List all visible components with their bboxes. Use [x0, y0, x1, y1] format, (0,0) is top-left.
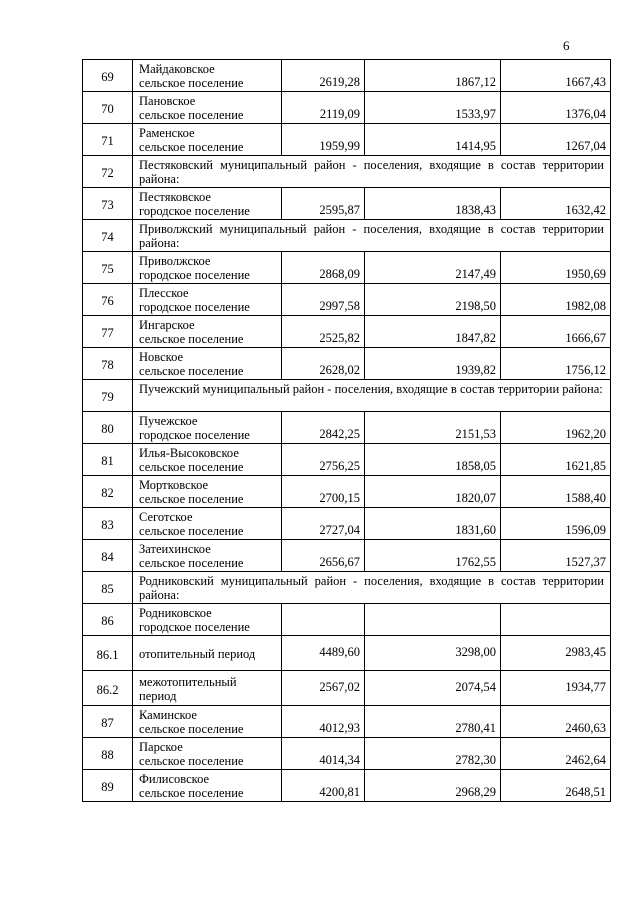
row-number: 69 [83, 60, 133, 92]
value-v1 [282, 604, 365, 636]
settlement-name-line-1: Мортковское [139, 478, 209, 492]
value-v3: 1982,08 [501, 284, 611, 316]
settlement-name [133, 604, 282, 636]
row-number: 89 [83, 770, 133, 802]
tariff-table [82, 59, 611, 802]
value-v1: 2842,25 [282, 412, 365, 444]
settlement-name [133, 316, 282, 348]
value-v1: 2619,28 [282, 60, 365, 92]
row-number: 86 [83, 604, 133, 636]
value-v3: 1666,67 [501, 316, 611, 348]
settlement-name-line-2: сельское поселение [139, 108, 244, 122]
settlement-name-line-2: сельское поселение [139, 364, 244, 378]
table-row [83, 284, 611, 316]
value-v3 [501, 604, 611, 636]
settlement-name [133, 476, 282, 508]
settlement-name-line-1: Парское [139, 740, 183, 754]
settlement-name-line-1: отопительный период [139, 647, 256, 661]
row-number: 86.2 [83, 671, 133, 706]
value-v1: 2756,25 [282, 444, 365, 476]
settlement-name [133, 348, 282, 380]
table-row [83, 156, 611, 188]
table-row [83, 540, 611, 572]
table-row [83, 348, 611, 380]
value-v1: 1959,99 [282, 124, 365, 156]
value-v2: 1858,05 [365, 444, 501, 476]
table-row [83, 60, 611, 92]
settlement-name-line-1: межотопительный [139, 675, 237, 689]
value-v3: 1962,20 [501, 412, 611, 444]
settlement-name [133, 252, 282, 284]
value-v1: 4012,93 [282, 706, 365, 738]
value-v1: 4489,60 [282, 636, 365, 671]
value-v3: 2648,51 [501, 770, 611, 802]
value-v2: 1762,55 [365, 540, 501, 572]
table-row [83, 92, 611, 124]
settlement-name-line-2: сельское поселение [139, 786, 244, 800]
value-v3: 2460,63 [501, 706, 611, 738]
value-v1: 2700,15 [282, 476, 365, 508]
settlement-name-line-2: городское поселение [139, 428, 250, 442]
value-v2: 1533,97 [365, 92, 501, 124]
settlement-name-line-1: Филисовское [139, 772, 210, 786]
settlement-name [133, 188, 282, 220]
row-number: 83 [83, 508, 133, 540]
table-row [83, 738, 611, 770]
row-number: 73 [83, 188, 133, 220]
settlement-name [133, 636, 282, 671]
value-v2: 1831,60 [365, 508, 501, 540]
value-v2: 2782,30 [365, 738, 501, 770]
settlement-name-line-2: городское поселение [139, 268, 250, 282]
value-v3: 1588,40 [501, 476, 611, 508]
value-v2: 2147,49 [365, 252, 501, 284]
settlement-name-line-1: Раменское [139, 126, 195, 140]
district-heading: Пестяковский муниципальный район - поселения, входящие в состав территории района: [133, 156, 611, 188]
settlement-name-line-1: Пестяковское [139, 190, 211, 204]
row-number: 76 [83, 284, 133, 316]
page-number: 6 [563, 38, 570, 53]
value-v1: 2656,67 [282, 540, 365, 572]
value-v2 [365, 604, 501, 636]
value-v2: 1820,07 [365, 476, 501, 508]
value-v2: 2780,41 [365, 706, 501, 738]
value-v3: 1667,43 [501, 60, 611, 92]
table-row [83, 572, 611, 604]
settlement-name-line-2: период [139, 689, 177, 703]
value-v2: 2151,53 [365, 412, 501, 444]
row-number: 80 [83, 412, 133, 444]
table-row [83, 444, 611, 476]
settlement-name [133, 444, 282, 476]
value-v3: 1621,85 [501, 444, 611, 476]
settlement-name [133, 671, 282, 706]
settlement-name-line-1: Пучежское [139, 414, 198, 428]
settlement-name [133, 284, 282, 316]
value-v2: 3298,00 [365, 636, 501, 671]
settlement-name-line-2: городское поселение [139, 204, 250, 218]
settlement-name [133, 92, 282, 124]
settlement-name [133, 60, 282, 92]
settlement-name-line-1: Каминское [139, 708, 197, 722]
value-v1: 2525,82 [282, 316, 365, 348]
table-row [83, 220, 611, 252]
value-v2: 1867,12 [365, 60, 501, 92]
row-number: 71 [83, 124, 133, 156]
row-number: 88 [83, 738, 133, 770]
value-v2: 2968,29 [365, 770, 501, 802]
settlement-name [133, 706, 282, 738]
table-row [83, 671, 611, 706]
table-row [83, 412, 611, 444]
value-v3: 2462,64 [501, 738, 611, 770]
row-number: 78 [83, 348, 133, 380]
settlement-name-line-2: сельское поселение [139, 556, 244, 570]
settlement-name [133, 412, 282, 444]
table-row [83, 380, 611, 412]
table-row [83, 316, 611, 348]
row-number: 86.1 [83, 636, 133, 671]
value-v1: 2595,87 [282, 188, 365, 220]
settlement-name-line-2: сельское поселение [139, 332, 244, 346]
value-v3: 1596,09 [501, 508, 611, 540]
settlement-name-line-2: сельское поселение [139, 722, 244, 736]
district-heading: Родниковский муниципальный район - поселения, входящие в состав территории района: [133, 572, 611, 604]
value-v3: 1934,77 [501, 671, 611, 706]
district-heading: Пучежский муниципальный район - поселения, входящие в состав территории района: [133, 380, 611, 412]
value-v1: 2727,04 [282, 508, 365, 540]
row-number: 87 [83, 706, 133, 738]
row-number: 77 [83, 316, 133, 348]
settlement-name-line-1: Родниковское [139, 606, 212, 620]
value-v1: 4014,34 [282, 738, 365, 770]
settlement-name-line-2: городское поселение [139, 300, 250, 314]
settlement-name-line-1: Плесское [139, 286, 189, 300]
table-row [83, 636, 611, 671]
settlement-name-line-2: сельское поселение [139, 140, 244, 154]
value-v3: 1950,69 [501, 252, 611, 284]
settlement-name [133, 508, 282, 540]
value-v1: 2868,09 [282, 252, 365, 284]
value-v1: 2997,58 [282, 284, 365, 316]
value-v1: 2567,02 [282, 671, 365, 706]
table-row [83, 508, 611, 540]
row-number: 85 [83, 572, 133, 604]
settlement-name-line-1: Затеихинское [139, 542, 211, 556]
row-number: 72 [83, 156, 133, 188]
value-v3: 1527,37 [501, 540, 611, 572]
table-row [83, 770, 611, 802]
settlement-name-line-2: сельское поселение [139, 76, 244, 90]
value-v3: 1267,04 [501, 124, 611, 156]
value-v3: 1756,12 [501, 348, 611, 380]
settlement-name-line-2: городское поселение [139, 620, 250, 634]
table-row [83, 476, 611, 508]
value-v2: 1414,95 [365, 124, 501, 156]
row-number: 82 [83, 476, 133, 508]
value-v2: 2074,54 [365, 671, 501, 706]
row-number: 74 [83, 220, 133, 252]
settlement-name [133, 738, 282, 770]
value-v3: 1632,42 [501, 188, 611, 220]
settlement-name-line-1: Приволжское [139, 254, 211, 268]
settlement-name-line-2: сельское поселение [139, 524, 244, 538]
row-number: 84 [83, 540, 133, 572]
settlement-name-line-1: Майдаковское [139, 62, 215, 76]
value-v3: 2983,45 [501, 636, 611, 671]
value-v1: 2119,09 [282, 92, 365, 124]
row-number: 79 [83, 380, 133, 412]
table-row [83, 124, 611, 156]
settlement-name-line-1: Новское [139, 350, 184, 364]
row-number: 70 [83, 92, 133, 124]
settlement-name-line-2: сельское поселение [139, 754, 244, 768]
settlement-name-line-1: Ингарское [139, 318, 195, 332]
value-v2: 1847,82 [365, 316, 501, 348]
settlement-name-line-1: Пановское [139, 94, 196, 108]
table-body [83, 60, 611, 802]
settlement-name [133, 770, 282, 802]
value-v1: 2628,02 [282, 348, 365, 380]
settlement-name-line-1: Сеготское [139, 510, 193, 524]
value-v1: 4200,81 [282, 770, 365, 802]
value-v2: 2198,50 [365, 284, 501, 316]
table-row [83, 706, 611, 738]
table-row [83, 252, 611, 284]
value-v2: 1939,82 [365, 348, 501, 380]
table-row [83, 604, 611, 636]
row-number: 75 [83, 252, 133, 284]
settlement-name-line-2: сельское поселение [139, 492, 244, 506]
settlement-name [133, 124, 282, 156]
value-v3: 1376,04 [501, 92, 611, 124]
table-row [83, 188, 611, 220]
value-v2: 1838,43 [365, 188, 501, 220]
settlement-name-line-1: Илья-Высоковское [139, 446, 239, 460]
row-number: 81 [83, 444, 133, 476]
settlement-name-line-2: сельское поселение [139, 460, 244, 474]
district-heading: Приволжский муниципальный район - поселения, входящие в состав территории района: [133, 220, 611, 252]
settlement-name [133, 540, 282, 572]
